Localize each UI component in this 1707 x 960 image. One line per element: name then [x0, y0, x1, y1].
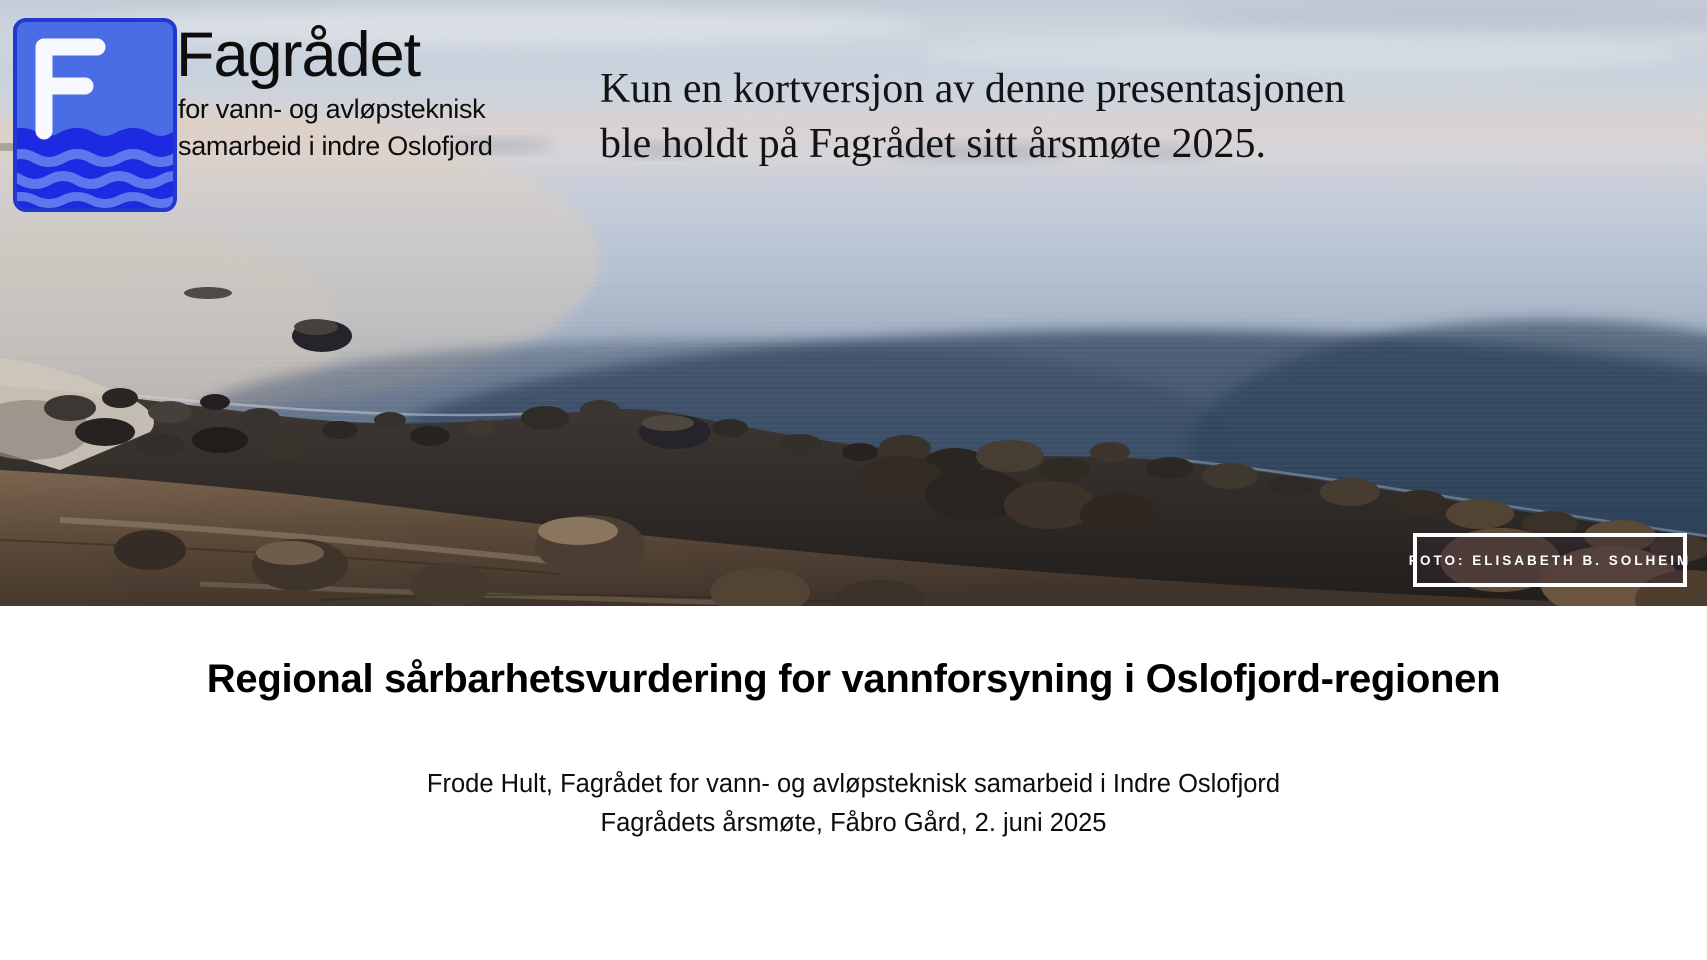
logo-subtitle-line1: for vann- og avløpsteknisk — [178, 94, 486, 124]
event-line: Fagrådets årsmøte, Fåbro Gård, 2. juni 2025 — [600, 808, 1107, 837]
logo-f-icon — [13, 18, 177, 212]
logo-title: Fagrådet — [176, 20, 421, 90]
author-line: Frode Hult, Fagrådet for vann- og avløpsteknisk samarbeid i Indre Oslofjord — [426, 770, 1281, 798]
title-section — [0, 606, 1707, 960]
photo-credit-label: FOTO: ELISABETH B. SOLHEIM — [1408, 552, 1692, 568]
subtitle-block — [0, 765, 1707, 842]
logo-subtitle-line2: samarbeid i indre Oslofjord — [178, 131, 493, 161]
photo-credit-box — [1408, 533, 1692, 587]
note-line1: Kun en kortversjon av denne presentasjonen — [600, 66, 1346, 112]
logo-text — [176, 22, 493, 162]
note-line2: ble holdt på Fagrådet sitt årsmøte 2025. — [600, 121, 1267, 167]
page-title: Regional sårbarhetsvurdering for vannforsyning i Oslofjord-regionen — [206, 657, 1501, 701]
note-overlay — [600, 62, 1345, 172]
